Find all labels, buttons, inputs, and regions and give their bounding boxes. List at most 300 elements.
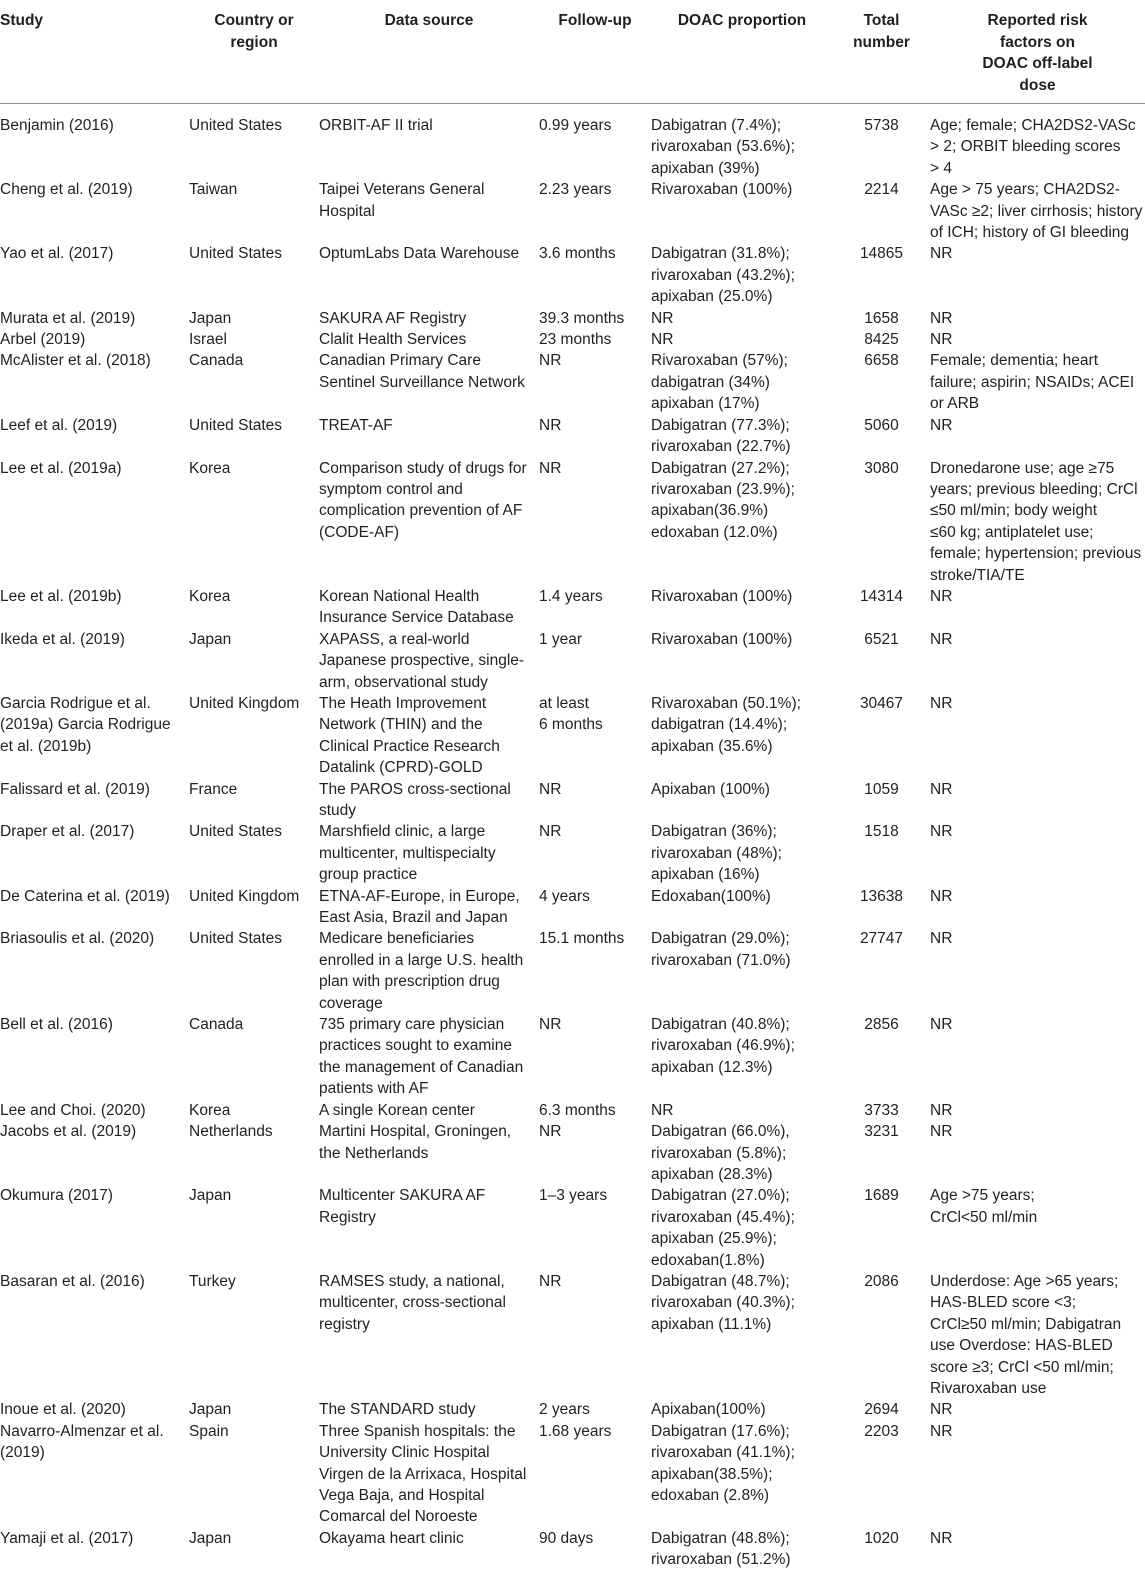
cell-risk-factors-line: NR xyxy=(930,630,953,648)
cell-data-source-line: TREAT-AF xyxy=(319,416,393,434)
cell-data-source-line: Taipei Veterans General xyxy=(319,181,485,199)
cell-data-source-line: Medicare beneficiaries xyxy=(319,930,475,948)
cell-data-source-line: practices sought to examine xyxy=(319,1037,512,1055)
cell-total-number: 14314 xyxy=(859,587,904,605)
cell-follow-up-line: 1.4 years xyxy=(539,587,603,605)
cell-data-source-line: ORBIT-AF II trial xyxy=(319,117,433,134)
cell-country: Spain xyxy=(189,1422,229,1440)
cell-doac-proportion-line: rivaroxaban (40.3%); xyxy=(651,1294,795,1312)
cell-study xyxy=(0,243,189,307)
cell-risk-factors-line: years; previous bleeding; CrCl xyxy=(930,480,1138,498)
cell-data-source xyxy=(319,243,539,307)
cell-follow-up xyxy=(539,350,651,414)
table-row xyxy=(0,458,1145,586)
header-country: Country or region xyxy=(189,0,319,104)
cell-risk-factors-line: Age >75 years; xyxy=(930,1187,1035,1205)
cell-doac-proportion-line: rivaroxaban (46.9%); xyxy=(651,1037,795,1055)
cell-total-number: 1059 xyxy=(864,780,899,798)
cell-total-number: 1689 xyxy=(864,1187,899,1205)
cell-risk-factors-line: NR xyxy=(930,694,953,712)
table-row xyxy=(0,629,1145,693)
cell-country: United Kingdom xyxy=(189,694,300,712)
cell-data-source-line: Datalink (CPRD)-GOLD xyxy=(319,759,483,777)
cell-follow-up-line: 6 months xyxy=(539,716,603,734)
cell-data-source xyxy=(319,179,539,243)
cell-doac-proportion xyxy=(651,586,833,629)
cell-data-source-line: The Heath Improvement xyxy=(319,694,487,712)
cell-risk-factors xyxy=(930,629,1145,693)
cell-risk-factors-line: ≤60 kg; antiplatelet use; xyxy=(930,523,1094,541)
cell-doac-proportion-line: Dabigatran (7.4%); xyxy=(651,117,782,134)
cell-risk-factors-line: NR xyxy=(930,1401,953,1419)
cell-follow-up xyxy=(539,243,651,307)
cell-follow-up xyxy=(539,886,651,929)
cell-data-source-line: symptom control and xyxy=(319,480,463,498)
cell-study-line: Okumura (2017) xyxy=(0,1187,113,1205)
table-row xyxy=(0,179,1145,243)
cell-country: Japan xyxy=(189,630,232,648)
cell-risk-factors-line: NR xyxy=(930,1123,953,1141)
cell-study-line: De Caterina et al. (2019) xyxy=(0,887,170,905)
cell-study-line: Murata et al. (2019) xyxy=(0,309,136,327)
cell-doac-proportion xyxy=(651,1271,833,1399)
cell-follow-up xyxy=(539,1399,651,1420)
cell-doac-proportion-line: apixaban (16%) xyxy=(651,866,760,884)
cell-doac-proportion-line: rivaroxaban (5.8%); xyxy=(651,1144,787,1162)
cell-data-source xyxy=(319,586,539,629)
cell-total-number: 13638 xyxy=(859,887,904,905)
cell-doac-proportion-line: Dabigatran (40.8%); xyxy=(651,1016,790,1034)
cell-study xyxy=(0,693,189,779)
cell-study xyxy=(0,1100,189,1121)
cell-doac-proportion-line: apixaban (39%) xyxy=(651,159,760,177)
cell-data-source xyxy=(319,779,539,822)
cell-data-source-line: plan with prescription drug xyxy=(319,973,500,991)
cell-risk-factors-line: or ARB xyxy=(930,395,980,413)
cell-data-source-line: study xyxy=(319,802,357,819)
cell-data-source-line: Multicenter SAKURA AF xyxy=(319,1187,486,1205)
cell-data-source-line: arm, observational study xyxy=(319,673,488,691)
cell-total-number: 2086 xyxy=(864,1272,899,1290)
cell-doac-proportion-line: NR xyxy=(651,309,674,327)
cell-risk-factors xyxy=(930,329,1145,350)
cell-data-source-line: Canadian Primary Care xyxy=(319,352,481,370)
cell-doac-proportion-line: Dabigatran (27.0%); xyxy=(651,1187,790,1205)
cell-data-source-line: SAKURA AF Registry xyxy=(319,309,467,327)
cell-doac-proportion-line: dabigatran (34%) xyxy=(651,373,770,391)
cell-data-source-line: the management of Canadian xyxy=(319,1058,524,1076)
cell-study-line: Benjamin (2016) xyxy=(0,117,114,134)
cell-data-source-line: Clalit Health Services xyxy=(319,331,467,349)
cell-follow-up-line: NR xyxy=(539,823,562,841)
cell-follow-up xyxy=(539,1121,651,1185)
table-row xyxy=(0,1271,1145,1399)
cell-doac-proportion-line: Edoxaban(100%) xyxy=(651,887,771,905)
cell-study-line: Bell et al. (2016) xyxy=(0,1016,113,1034)
cell-country: Japan xyxy=(189,1187,232,1205)
cell-total-number: 27747 xyxy=(859,930,904,948)
cell-study xyxy=(0,104,189,180)
cell-data-source xyxy=(319,1528,539,1571)
cell-study-line: Falissard et al. (2019) xyxy=(0,780,150,798)
cell-total-number: 2856 xyxy=(864,1016,899,1034)
cell-country: Turkey xyxy=(189,1272,236,1290)
cell-doac-proportion-line: Dabigatran (17.6%); xyxy=(651,1422,790,1440)
cell-study xyxy=(0,458,189,586)
cell-risk-factors-line: failure; aspirin; NSAIDs; ACEI xyxy=(930,373,1135,391)
cell-data-source-line: Marshfield clinic, a large xyxy=(319,823,486,841)
table-row xyxy=(0,693,1145,779)
cell-data-source-line: Insurance Service Database xyxy=(319,609,514,627)
cell-country: Korea xyxy=(189,1101,231,1119)
cell-data-source xyxy=(319,1100,539,1121)
cell-study-line: Briasoulis et al. (2020) xyxy=(0,930,155,948)
cell-follow-up xyxy=(539,586,651,629)
cell-risk-factors-line: HAS-BLED score <3; xyxy=(930,1294,1077,1312)
cell-follow-up-line: 15.1 months xyxy=(539,930,625,948)
cell-follow-up xyxy=(539,693,651,779)
cell-risk-factors-line: score ≥3; CrCl <50 ml/min; xyxy=(930,1358,1114,1376)
cell-study xyxy=(0,1014,189,1100)
cell-country: Canada xyxy=(189,352,244,370)
cell-risk-factors xyxy=(930,243,1145,307)
cell-country: United States xyxy=(189,245,283,263)
cell-study-line: (2019a) Garcia Rodrigue xyxy=(0,716,171,734)
cell-risk-factors-line: NR xyxy=(930,245,953,263)
cell-study xyxy=(0,1121,189,1185)
header-risk-factors: Reported risk factors on DOAC off-label dose xyxy=(930,0,1145,104)
cell-country: Korea xyxy=(189,459,231,477)
cell-total-number: 6521 xyxy=(864,630,899,648)
cell-study-line: Lee et al. (2019b) xyxy=(0,587,122,605)
cell-study-line: McAlister et al. (2018) xyxy=(0,352,151,370)
cell-risk-factors xyxy=(930,308,1145,329)
cell-risk-factors-line: NR xyxy=(930,823,953,841)
cell-risk-factors xyxy=(930,104,1145,180)
cell-risk-factors-line: Female; dementia; heart xyxy=(930,352,1099,370)
cell-doac-proportion-line: apixaban (17%) xyxy=(651,395,760,413)
cell-study-line: Garcia Rodrigue et al. xyxy=(0,694,151,712)
cell-data-source xyxy=(319,1271,539,1399)
cell-total-number: 5060 xyxy=(864,416,899,434)
cell-data-source-line: multicenter, multispecialty xyxy=(319,844,496,862)
table-row xyxy=(0,1100,1145,1121)
cell-doac-proportion-line: rivaroxaban (22.7%) xyxy=(651,438,791,456)
cell-data-source-line: The STANDARD study xyxy=(319,1401,476,1419)
cell-follow-up-line: 39.3 months xyxy=(539,309,625,327)
cell-follow-up-line: 2 years xyxy=(539,1401,590,1419)
cell-follow-up xyxy=(539,329,651,350)
cell-data-source-line: Clinical Practice Research xyxy=(319,737,500,755)
cell-doac-proportion xyxy=(651,693,833,779)
cell-study-line: Jacobs et al. (2019) xyxy=(0,1123,137,1141)
table-row xyxy=(0,928,1145,1014)
cell-doac-proportion xyxy=(651,629,833,693)
cell-doac-proportion-line: NR xyxy=(651,1101,674,1119)
cell-follow-up xyxy=(539,1185,651,1271)
cell-data-source-line: Comarcal del Noroeste xyxy=(319,1508,478,1526)
cell-doac-proportion-line: apixaban (12.3%) xyxy=(651,1058,773,1076)
cell-risk-factors xyxy=(930,415,1145,458)
cell-follow-up-line: 90 days xyxy=(539,1529,594,1547)
cell-data-source xyxy=(319,104,539,180)
cell-risk-factors-line: NR xyxy=(930,1422,953,1440)
cell-total-number: 14865 xyxy=(859,245,904,263)
cell-doac-proportion-line: Rivaroxaban (100%) xyxy=(651,587,793,605)
cell-follow-up-line: NR xyxy=(539,1123,562,1141)
table-row xyxy=(0,1399,1145,1420)
cell-doac-proportion-line: rivaroxaban (41.1%); xyxy=(651,1444,795,1462)
cell-country: United States xyxy=(189,930,283,948)
cell-study-line: Yao et al. (2017) xyxy=(0,245,114,263)
cell-risk-factors xyxy=(930,821,1145,885)
cell-risk-factors xyxy=(930,1121,1145,1185)
cell-follow-up xyxy=(539,104,651,180)
cell-doac-proportion xyxy=(651,308,833,329)
cell-follow-up-line: NR xyxy=(539,352,562,370)
cell-country: Japan xyxy=(189,309,232,327)
cell-country: United Kingdom xyxy=(189,887,300,905)
cell-follow-up xyxy=(539,821,651,885)
cell-study-line: Lee et al. (2019a) xyxy=(0,459,122,477)
cell-data-source xyxy=(319,693,539,779)
header-doac-proportion: DOAC proportion xyxy=(651,0,833,104)
cell-total-number: 5738 xyxy=(864,117,899,134)
cell-risk-factors-line: NR xyxy=(930,1101,953,1119)
cell-study xyxy=(0,586,189,629)
cell-data-source xyxy=(319,308,539,329)
cell-doac-proportion xyxy=(651,821,833,885)
cell-doac-proportion-line: Dabigatran (27.2%); xyxy=(651,459,790,477)
cell-risk-factors xyxy=(930,1014,1145,1100)
cell-study xyxy=(0,779,189,822)
cell-doac-proportion xyxy=(651,886,833,929)
cell-data-source xyxy=(319,458,539,586)
cell-risk-factors xyxy=(930,1528,1145,1571)
cell-total-number: 2203 xyxy=(864,1422,899,1440)
cell-doac-proportion-line: edoxaban (12.0%) xyxy=(651,523,778,541)
cell-risk-factors-line: Underdose: Age >65 years; xyxy=(930,1272,1119,1290)
cell-country: Japan xyxy=(189,1529,232,1547)
cell-data-source-line: Network (THIN) and the xyxy=(319,716,483,734)
cell-data-source-line: ETNA-AF-Europe, in Europe, xyxy=(319,887,520,905)
cell-risk-factors xyxy=(930,779,1145,822)
table-row xyxy=(0,586,1145,629)
cell-doac-proportion-line: Apixaban (100%) xyxy=(651,780,770,798)
cell-study-line: Lee and Choi. (2020) xyxy=(0,1101,146,1119)
cell-doac-proportion xyxy=(651,243,833,307)
cell-doac-proportion-line: rivaroxaban (43.2%); xyxy=(651,266,795,284)
cell-data-source xyxy=(319,886,539,929)
cell-doac-proportion xyxy=(651,779,833,822)
cell-data-source-line: Virgen de la Arrixaca, Hospital xyxy=(319,1465,527,1483)
cell-follow-up-line: NR xyxy=(539,1272,562,1290)
cell-study-line: Leef et al. (2019) xyxy=(0,416,118,434)
cell-study-line: Navarro-Almenzar et al. xyxy=(0,1422,164,1440)
cell-data-source-line: (CODE-AF) xyxy=(319,523,400,541)
cell-doac-proportion-line: Dabigatran (66.0%), xyxy=(651,1123,790,1141)
cell-total-number: 1020 xyxy=(864,1529,899,1547)
cell-risk-factors xyxy=(930,693,1145,779)
table-row xyxy=(0,329,1145,350)
cell-doac-proportion xyxy=(651,1421,833,1528)
cell-risk-factors-line: NR xyxy=(930,887,953,905)
cell-country: Netherlands xyxy=(189,1123,273,1141)
cell-doac-proportion-line: Dabigatran (29.0%); xyxy=(651,930,790,948)
cell-study xyxy=(0,1399,189,1420)
cell-follow-up xyxy=(539,458,651,586)
cell-doac-proportion-line: Apixaban(100%) xyxy=(651,1401,766,1419)
cell-study-line: Draper et al. (2017) xyxy=(0,823,135,841)
cell-data-source-line: 735 primary care physician xyxy=(319,1016,505,1034)
cell-study xyxy=(0,1271,189,1399)
cell-follow-up xyxy=(539,308,651,329)
cell-risk-factors-line: NR xyxy=(930,780,953,798)
cell-data-source-line: multicenter, cross-sectional xyxy=(319,1294,506,1312)
cell-doac-proportion-line: Rivaroxaban (100%) xyxy=(651,630,793,648)
cell-country: United States xyxy=(189,416,283,434)
table-row xyxy=(0,415,1145,458)
cell-follow-up xyxy=(539,1528,651,1571)
cell-data-source-line: Sentinel Surveillance Network xyxy=(319,373,525,391)
cell-data-source-line: Martini Hospital, Groningen, xyxy=(319,1123,512,1141)
cell-risk-factors-line: CrCl<50 ml/min xyxy=(930,1208,1038,1226)
cell-total-number: 1658 xyxy=(864,309,899,327)
cell-total-number: 2214 xyxy=(864,181,899,199)
cell-data-source xyxy=(319,1421,539,1528)
cell-doac-proportion xyxy=(651,1528,833,1571)
cell-doac-proportion-line: Dabigatran (48.7%); xyxy=(651,1272,790,1290)
cell-doac-proportion-line: Dabigatran (31.8%); xyxy=(651,245,790,263)
cell-country: United States xyxy=(189,117,283,134)
cell-follow-up-line: 3.6 months xyxy=(539,245,616,263)
cell-total-number: 1518 xyxy=(864,823,899,841)
cell-doac-proportion xyxy=(651,1121,833,1185)
cell-follow-up xyxy=(539,1271,651,1399)
cell-follow-up xyxy=(539,629,651,693)
cell-data-source-line: A single Korean center xyxy=(319,1101,475,1119)
cell-study xyxy=(0,308,189,329)
cell-total-number: 8425 xyxy=(864,331,899,349)
cell-study-line: Ikeda et al. (2019) xyxy=(0,630,125,648)
cell-doac-proportion-line: edoxaban (2.8%) xyxy=(651,1487,770,1504)
cell-total-number: 30467 xyxy=(859,694,904,712)
cell-risk-factors-line: > 4 xyxy=(930,159,952,177)
cell-study xyxy=(0,329,189,350)
cell-data-source-line: enrolled in a large U.S. health xyxy=(319,951,524,969)
cell-study xyxy=(0,1185,189,1271)
cell-risk-factors-line: female; hypertension; previous xyxy=(930,545,1142,563)
table-row xyxy=(0,1121,1145,1185)
cell-data-source xyxy=(319,928,539,1014)
cell-doac-proportion-line: apixaban (25.0%) xyxy=(651,288,773,306)
cell-total-number: 6658 xyxy=(864,352,899,370)
cell-data-source-line: Registry xyxy=(319,1208,376,1226)
cell-doac-proportion xyxy=(651,928,833,1014)
cell-risk-factors-line: NR xyxy=(930,331,953,349)
cell-total-number: 3080 xyxy=(864,459,899,477)
cell-doac-proportion xyxy=(651,1185,833,1271)
table-row xyxy=(0,350,1145,414)
cell-follow-up-line: at least xyxy=(539,694,589,712)
cell-data-source xyxy=(319,629,539,693)
cell-doac-proportion xyxy=(651,329,833,350)
cell-doac-proportion-line: Dabigatran (48.8%); xyxy=(651,1529,790,1547)
cell-risk-factors xyxy=(930,1271,1145,1399)
cell-doac-proportion-line: dabigatran (14.4%); xyxy=(651,716,788,734)
cell-country: Taiwan xyxy=(189,181,238,199)
table-row xyxy=(0,886,1145,929)
cell-study-line: Cheng et al. (2019) xyxy=(0,181,133,199)
cell-follow-up-line: 1.68 years xyxy=(539,1422,612,1440)
table-row xyxy=(0,821,1145,885)
cell-total-number: 3231 xyxy=(864,1123,899,1141)
cell-data-source-line: the Netherlands xyxy=(319,1144,429,1162)
cell-risk-factors-line: VASc ≥2; liver cirrhosis; history xyxy=(930,202,1143,220)
cell-follow-up-line: 23 months xyxy=(539,331,612,349)
cell-data-source-line: The PAROS cross-sectional xyxy=(319,780,511,798)
cell-study xyxy=(0,886,189,929)
cell-data-source-line: Vega Baja, and Hospital xyxy=(319,1487,485,1504)
cell-follow-up-line: NR xyxy=(539,459,562,477)
cell-risk-factors-line: Dronedarone use; age ≥75 xyxy=(930,459,1115,477)
cell-risk-factors-line: > 2; ORBIT bleeding scores xyxy=(930,138,1121,156)
table-row xyxy=(0,243,1145,307)
header-study: Study xyxy=(0,0,189,104)
cell-data-source xyxy=(319,1014,539,1100)
cell-doac-proportion xyxy=(651,1014,833,1100)
cell-data-source-line: Comparison study of drugs for xyxy=(319,459,527,477)
cell-data-source xyxy=(319,329,539,350)
cell-risk-factors xyxy=(930,1100,1145,1121)
cell-study-line: (2019) xyxy=(0,1444,45,1462)
cell-doac-proportion-line: rivaroxaban (51.2%) xyxy=(651,1551,791,1569)
cell-doac-proportion-line: rivaroxaban (45.4%); xyxy=(651,1208,795,1226)
cell-risk-factors-line: NR xyxy=(930,416,953,434)
cell-doac-proportion-line: apixaban(36.9%) xyxy=(651,502,769,520)
cell-risk-factors-line: NR xyxy=(930,1529,953,1547)
cell-doac-proportion-line: apixaban(38.5%); xyxy=(651,1465,773,1483)
cell-risk-factors-line: use Overdose: HAS-BLED xyxy=(930,1337,1113,1355)
cell-doac-proportion-line: rivaroxaban (23.9%); xyxy=(651,480,795,498)
cell-data-source-line: Korean National Health xyxy=(319,587,480,605)
cell-data-source-line: RAMSES study, a national, xyxy=(319,1272,505,1290)
cell-doac-proportion-line: Dabigatran (77.3%); xyxy=(651,416,790,434)
cell-data-source-line: Japanese prospective, single- xyxy=(319,652,525,670)
cell-doac-proportion-line: Rivaroxaban (100%) xyxy=(651,181,793,199)
cell-doac-proportion xyxy=(651,104,833,180)
cell-data-source-line: coverage xyxy=(319,994,383,1012)
cell-data-source-line: group practice xyxy=(319,866,418,884)
cell-study xyxy=(0,629,189,693)
cell-data-source xyxy=(319,821,539,885)
cell-study xyxy=(0,821,189,885)
cell-follow-up xyxy=(539,1421,651,1528)
cell-total-number: 2694 xyxy=(864,1401,899,1419)
cell-study xyxy=(0,350,189,414)
cell-doac-proportion-line: apixaban (11.1%) xyxy=(651,1315,772,1333)
cell-doac-proportion-line: NR xyxy=(651,331,674,349)
cell-data-source-line: East Asia, Brazil and Japan xyxy=(319,909,508,927)
cell-risk-factors xyxy=(930,586,1145,629)
cell-risk-factors xyxy=(930,1421,1145,1528)
cell-follow-up-line: 0.99 years xyxy=(539,117,612,134)
cell-data-source-line: Hospital xyxy=(319,202,375,220)
table-body xyxy=(0,104,1145,1571)
cell-study-line: Basaran et al. (2016) xyxy=(0,1272,145,1290)
cell-follow-up-line: NR xyxy=(539,416,562,434)
cell-country: Canada xyxy=(189,1016,244,1034)
